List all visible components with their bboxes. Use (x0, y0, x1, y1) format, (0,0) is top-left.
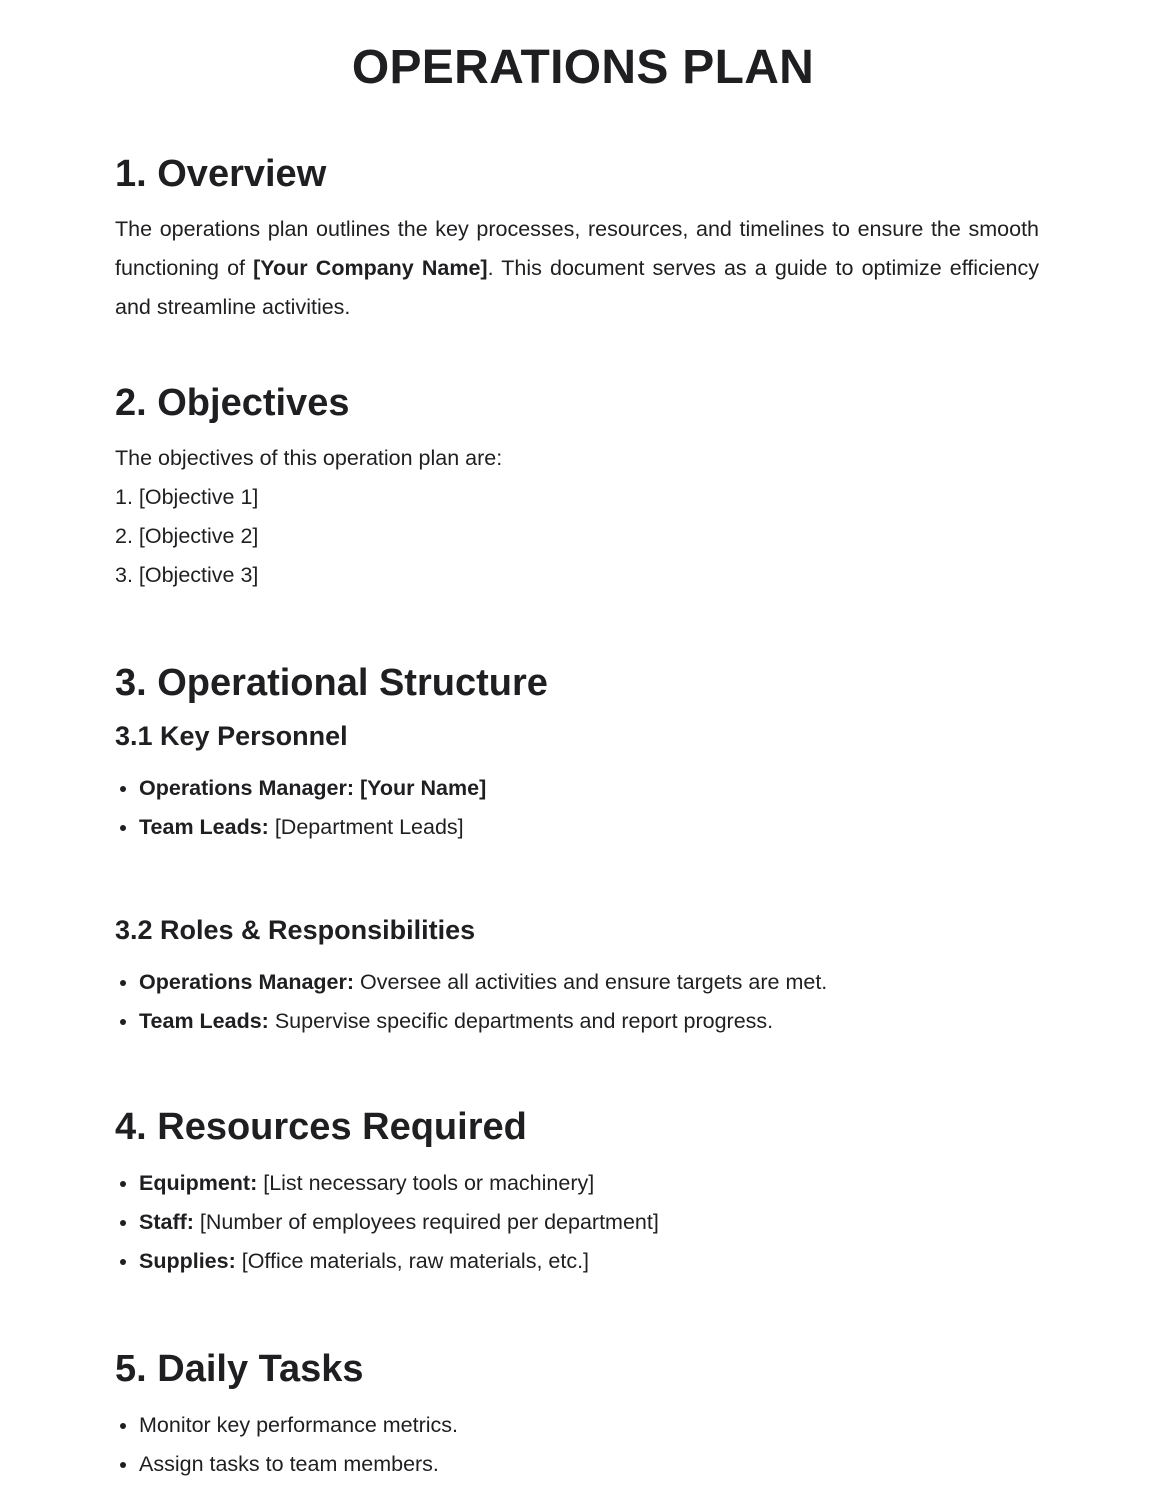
list-item (139, 1164, 1039, 1203)
list-item-label: Team Leads: (139, 815, 269, 839)
list-item (139, 1002, 1039, 1041)
overview-section (115, 151, 1039, 327)
roles-list (115, 963, 1039, 1041)
document-title: OPERATIONS PLAN (351, 41, 815, 94)
list-item: Assign tasks to team members. (139, 1445, 1039, 1484)
list-item-label: Operations Manager: [Your Name] (139, 776, 487, 800)
daily-tasks-section (115, 1346, 1039, 1484)
list-item: Monitor key performance metrics. (139, 1406, 1039, 1445)
list-item-label: Supplies: (139, 1249, 236, 1273)
list-item-label: Operations Manager: (139, 970, 355, 994)
overview-heading: 1. Overview (115, 153, 327, 195)
list-item-value: Oversee all activities and ensure targets are met. (354, 970, 828, 994)
company-name-placeholder: [Your Company Name] (253, 256, 488, 280)
key-personnel-heading: 3.1 Key Personnel (115, 721, 348, 751)
overview-text-before: The operations plan outlines the key processes, resources, and timelines to ensure the smooth functioning of (115, 217, 1039, 280)
overview-text-after: . This document serves as a guide to optimize efficiency and streamline activities. (115, 256, 1039, 319)
key-personnel-list (115, 769, 1039, 847)
list-item-value: Supervise specific departments and report progress. (268, 1009, 774, 1033)
list-item-value: [Office materials, raw materials, etc.] (235, 1249, 590, 1273)
objective-item: 2. [Objective 2] (115, 524, 259, 548)
objective-item: 1. [Objective 1] (115, 485, 259, 509)
daily-tasks-heading: 5. Daily Tasks (115, 1348, 364, 1390)
resources-section (115, 1104, 1039, 1281)
structure-section (115, 660, 1039, 847)
objectives-heading: 2. Objectives (115, 382, 350, 424)
list-item (139, 1242, 1039, 1281)
resources-list (115, 1164, 1039, 1281)
list-item-label: Equipment: (139, 1171, 258, 1195)
roles-heading: 3.2 Roles & Responsibilities (115, 915, 476, 945)
roles-section (115, 913, 1039, 1041)
list-item (139, 1203, 1039, 1242)
resources-heading: 4. Resources Required (115, 1106, 527, 1148)
list-item (139, 808, 1039, 847)
list-item-value: [Department Leads] (268, 815, 464, 839)
list-item (139, 963, 1039, 1002)
list-item-label: Staff: (139, 1210, 194, 1234)
overview-paragraph (115, 210, 1039, 327)
list-item-value: [Number of employees required per department] (193, 1210, 659, 1234)
list-item (139, 769, 1039, 808)
objectives-section (115, 380, 1039, 595)
daily-tasks-list (115, 1406, 1039, 1484)
objectives-intro: The objectives of this operation plan are: (115, 446, 503, 470)
objective-item: 3. [Objective 3] (115, 563, 259, 587)
list-item-value: [List necessary tools or machinery] (257, 1171, 595, 1195)
list-item-label: Team Leads: (139, 1009, 269, 1033)
structure-heading: 3. Operational Structure (115, 662, 548, 704)
